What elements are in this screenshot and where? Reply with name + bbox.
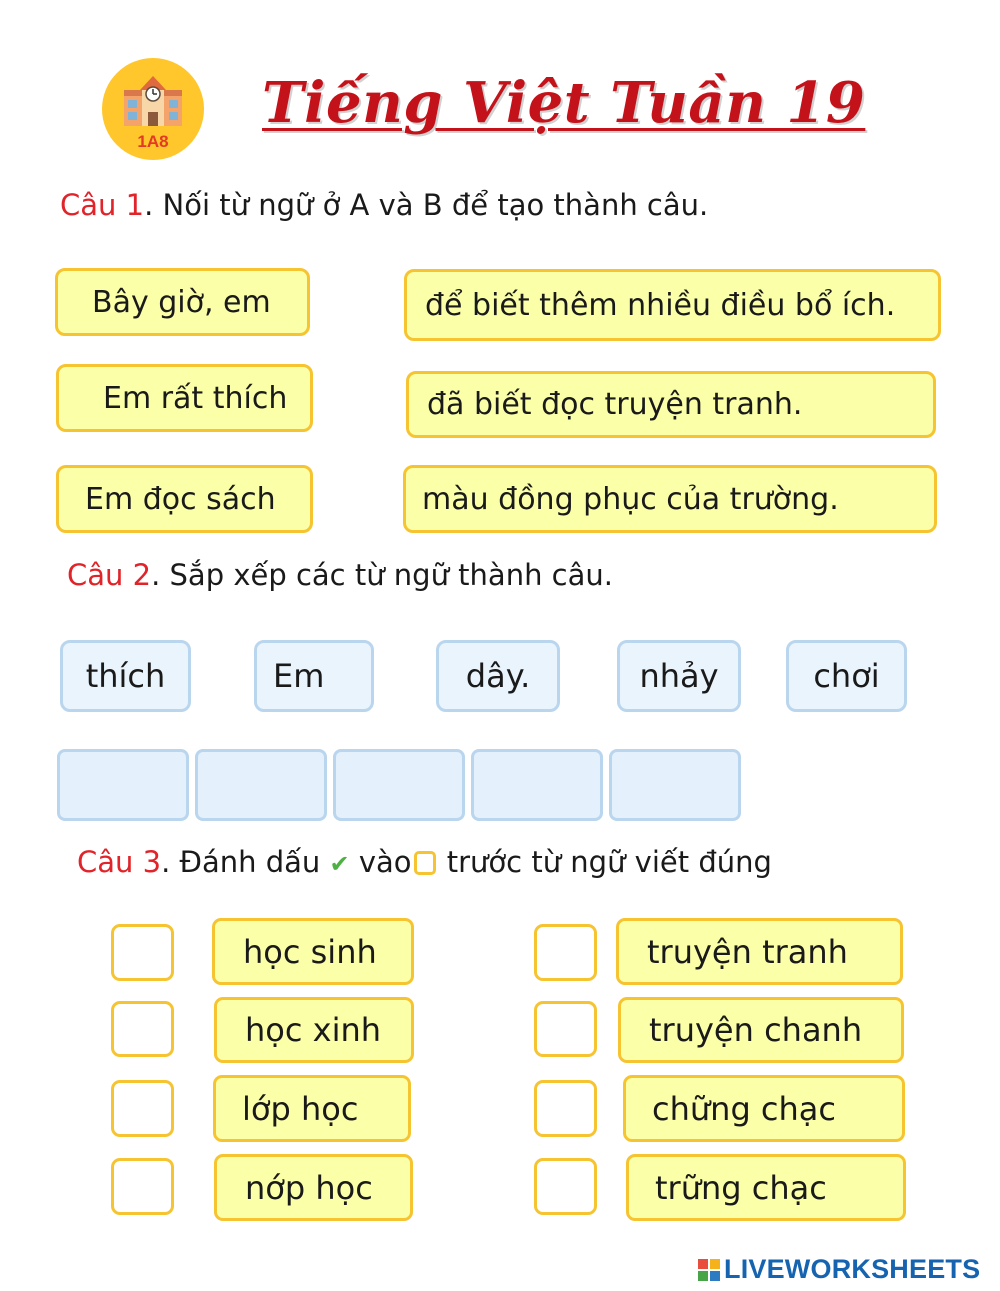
word-tile[interactable] <box>617 640 741 712</box>
word-tile-text: chơi <box>813 657 880 695</box>
match-b-item[interactable] <box>404 269 941 341</box>
match-a-item[interactable] <box>56 465 313 533</box>
question-2-text: . Sắp xếp các từ ngữ thành câu. <box>151 558 613 592</box>
match-a-text: Bây giờ, em <box>92 284 271 320</box>
question-3-text: trước từ ngữ viết đúng <box>437 845 772 879</box>
question-1-text: . Nối từ ngữ ở A và B để tạo thành câu. <box>144 188 709 222</box>
answer-word <box>618 997 904 1063</box>
answer-word-text: trững chạc <box>655 1168 827 1207</box>
answer-word <box>214 997 414 1063</box>
answer-slot[interactable] <box>57 749 189 821</box>
logo-text: LIVEWORKSHEETS <box>724 1254 981 1284</box>
answer-word-text: nớp học <box>245 1168 373 1207</box>
question-2-heading <box>67 558 613 592</box>
match-a-text: Em rất thích <box>103 380 288 416</box>
question-2-label: Câu 2 <box>67 558 152 592</box>
question-1-label: Câu 1 <box>60 188 145 222</box>
match-b-text: để biết thêm nhiều điều bổ ích. <box>425 287 896 323</box>
answer-word <box>214 1154 413 1221</box>
class-badge <box>102 58 204 160</box>
answer-checkbox[interactable] <box>111 1158 174 1215</box>
answer-word-text: truyện chanh <box>649 1011 863 1049</box>
match-a-item[interactable] <box>55 268 310 336</box>
word-tile-text: nhảy <box>639 657 719 695</box>
answer-checkbox[interactable] <box>111 1080 174 1137</box>
logo-grid-icon <box>698 1259 720 1281</box>
answer-word <box>213 1075 411 1142</box>
answer-word <box>626 1154 906 1221</box>
answer-word-text: truyện tranh <box>647 932 848 971</box>
school-icon <box>120 72 186 128</box>
word-tile-text: thích <box>85 657 166 695</box>
match-b-text: màu đồng phục của trường. <box>422 481 839 517</box>
answer-word <box>616 918 903 985</box>
word-tile[interactable] <box>436 640 560 712</box>
answer-slot[interactable] <box>471 749 603 821</box>
word-tile-text: dây. <box>465 657 531 695</box>
answer-word-text: lớp học <box>242 1089 359 1128</box>
question-1-heading <box>60 188 708 222</box>
word-tile-text: Em <box>273 657 325 695</box>
answer-checkbox[interactable] <box>111 924 174 981</box>
answer-word-text: học xinh <box>245 1011 382 1049</box>
question-3-text: . Đánh dấu <box>161 845 330 879</box>
answer-word-text: chững chạc <box>652 1089 836 1128</box>
answer-word-text: học sinh <box>243 932 377 971</box>
word-tile[interactable] <box>786 640 907 712</box>
answer-word <box>623 1075 905 1142</box>
word-tile[interactable] <box>60 640 191 712</box>
word-tile[interactable] <box>254 640 374 712</box>
answer-checkbox[interactable] <box>111 1001 174 1057</box>
answer-slot[interactable] <box>333 749 465 821</box>
checkmark-icon: ✔ <box>329 850 350 878</box>
answer-checkbox[interactable] <box>534 1080 597 1137</box>
match-b-item[interactable] <box>406 371 936 438</box>
answer-checkbox[interactable] <box>534 1001 597 1057</box>
question-3-text: vào <box>349 845 412 879</box>
liveworksheets-logo <box>698 1254 980 1285</box>
class-code: 1A8 <box>137 132 169 151</box>
page-title: Tiếng Việt Tuần 19 <box>262 70 866 136</box>
match-a-item[interactable] <box>56 364 313 432</box>
answer-word <box>212 918 414 985</box>
match-a-text: Em đọc sách <box>85 481 276 517</box>
answer-checkbox[interactable] <box>534 924 597 981</box>
match-b-text: đã biết đọc truyện tranh. <box>427 387 803 422</box>
answer-slot[interactable] <box>609 749 741 821</box>
question-3-label: Câu 3 <box>77 845 162 879</box>
answer-slot[interactable] <box>195 749 327 821</box>
match-b-item[interactable] <box>403 465 937 533</box>
answer-checkbox[interactable] <box>534 1158 597 1215</box>
question-3-heading <box>77 845 772 879</box>
checkbox-icon <box>414 851 436 875</box>
